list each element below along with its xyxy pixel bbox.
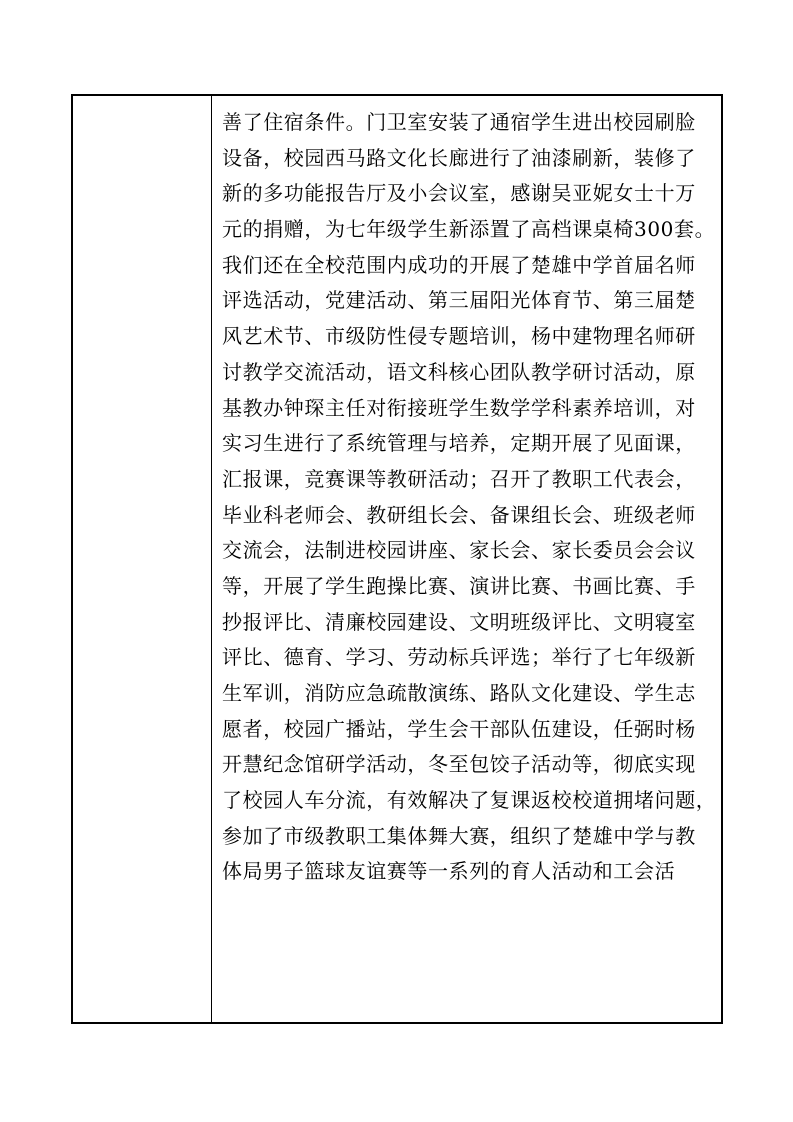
text-line: 基教办钟琛主任对衔接班学生数学学科素养培训，对 — [222, 395, 696, 420]
text-line: 体局男子篮球友谊赛等一系列的育人活动和工会活 — [222, 859, 676, 884]
text-line: 善了住宿条件。门卫室安装了通宿学生进出校园刷脸 — [222, 110, 696, 134]
text-line: 抄报评比、清廉校园建设、文明班级评比、文明寝室 — [222, 609, 696, 634]
text-line: 生军训，消防应急疏散演练、路队文化建设、学生志 — [222, 681, 696, 705]
text-line: 设备，校园西马路文化长廊进行了油漆刷新，装修了 — [222, 145, 696, 170]
document-table — [71, 94, 723, 1024]
text-line: 评选活动，党建活动、第三届阳光体育节、第三届楚 — [222, 288, 696, 313]
text-line: 交流会，法制进校园讲座、家长会、家长委员会会议 — [222, 538, 696, 563]
text-line: 讨教学交流活动，语文科核心团队教学研讨活动，原 — [222, 359, 696, 384]
text-line: 我们还在全校范围内成功的开展了楚雄中学首届名师 — [222, 252, 696, 277]
text-line: 参加了市级教职工集体舞大赛，组织了楚雄中学与教 — [222, 823, 696, 848]
text-line: 开慧纪念馆研学活动，冬至包饺子活动等，彻底实现 — [222, 752, 696, 777]
text-line: 新的多功能报告厅及小会议室，感谢吴亚妮女士十万 — [222, 181, 696, 206]
text-line: 元的捐赠，为七年级学生新添置了高档课桌椅300套。 — [222, 217, 716, 242]
text-line: 实习生进行了系统管理与培养，定期开展了见面课， — [222, 431, 696, 456]
text-line: 愿者，校园广播站，学生会干部队伍建设，任弼时杨 — [222, 716, 696, 741]
text-line: 毕业科老师会、教研组长会、备课组长会、班级老师 — [222, 502, 696, 527]
text-line: 等，开展了学生跑操比赛、演讲比赛、书画比赛、手 — [222, 573, 696, 598]
text-line: 评比、德育、学习、劳动标兵评选；举行了七年级新 — [222, 645, 696, 670]
table-content-cell — [212, 96, 721, 1022]
text-line: 风艺术节、市级防性侵专题培训，杨中建物理名师研 — [222, 324, 696, 349]
text-line: 了校园人车分流，有效解决了复课返校校道拥堵问题， — [222, 788, 717, 813]
text-line: 汇报课，竞赛课等教研活动；召开了教职工代表会， — [222, 466, 696, 491]
table-left-cell — [73, 96, 212, 1022]
